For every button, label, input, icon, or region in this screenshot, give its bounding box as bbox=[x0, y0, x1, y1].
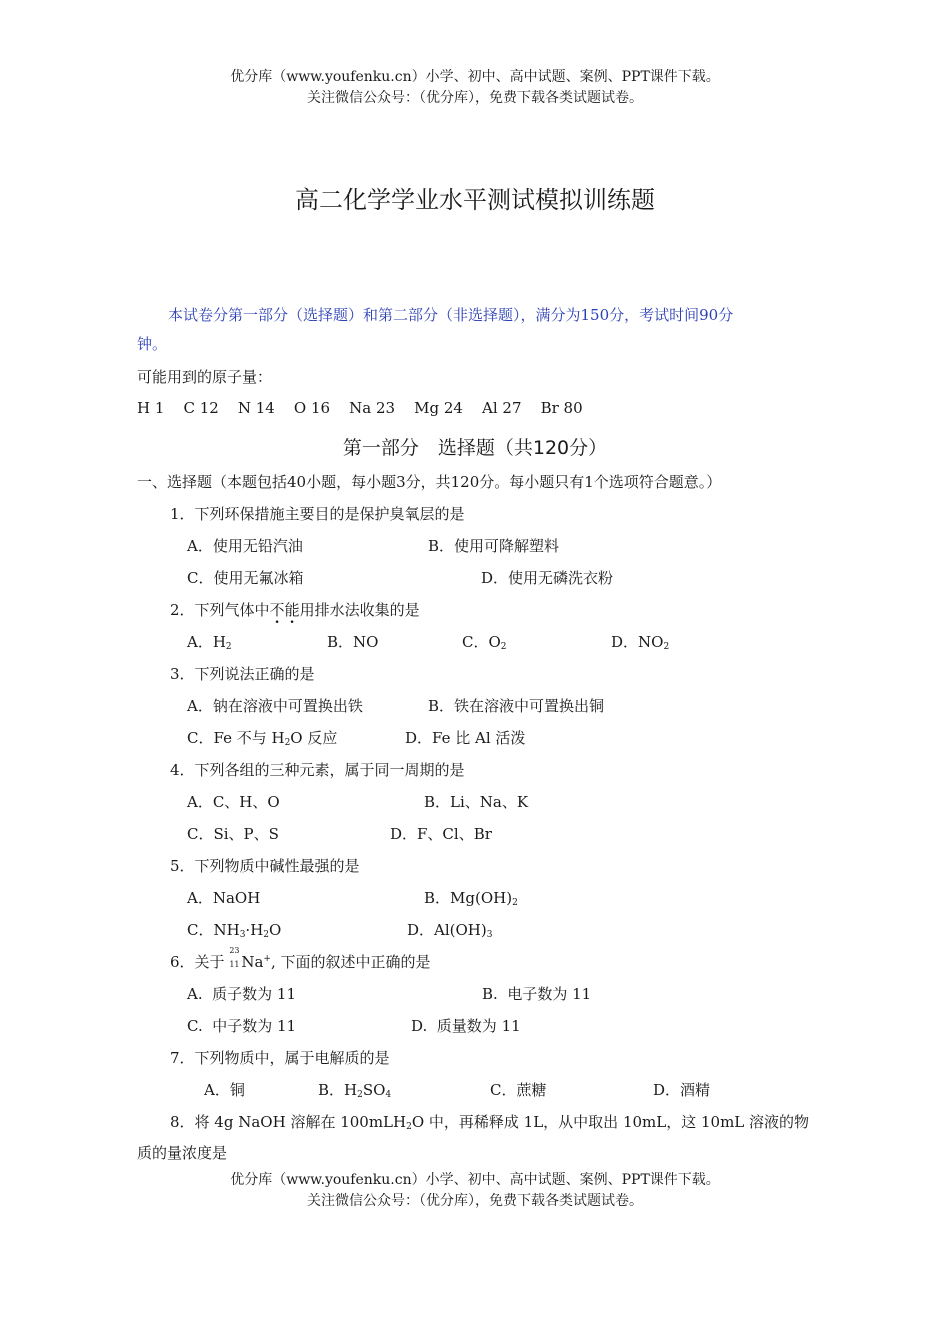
q4-option-a: A．C、H、O bbox=[187, 793, 280, 811]
q4-option-d: D．F、Cl、Br bbox=[390, 825, 492, 843]
q3-option-a: A．钠在溶液中可置换出铁 bbox=[187, 697, 363, 715]
intro-line-2: 钟。 bbox=[137, 335, 168, 353]
section1-intro: 一、选择题（本题包括40小题，每小题3分，共120分。每小题只有1个选项符合题意。） bbox=[137, 473, 722, 491]
nuclide-mass-number: 23 bbox=[229, 946, 240, 955]
q5-d-text: D．Al(OH) bbox=[407, 921, 487, 939]
q2-stem-post: 用排水法收集的是 bbox=[299, 601, 420, 619]
q3-option-d: D．Fe 比 Al 活泼 bbox=[405, 729, 526, 747]
q8-stem-line-1 bbox=[170, 1111, 809, 1132]
q2-a-text: A．H bbox=[187, 633, 226, 651]
q2-option-b: B．NO bbox=[327, 633, 379, 651]
q2-option-c bbox=[462, 631, 507, 652]
q3-c-text: C．Fe 不与 H bbox=[187, 729, 285, 747]
page-title: 高二化学学业水平测试模拟训练题 bbox=[295, 186, 655, 214]
q2-option-d bbox=[611, 631, 669, 652]
q5-c-text-post: O bbox=[269, 921, 282, 939]
q5-stem: 5．下列物质中碱性最强的是 bbox=[170, 857, 360, 875]
q1-option-d: D．使用无磷洗衣粉 bbox=[481, 569, 614, 587]
q5-d-sub: 3 bbox=[486, 930, 493, 940]
q3-stem: 3．下列说法正确的是 bbox=[170, 665, 315, 683]
q2-c-text: C．O bbox=[462, 633, 501, 651]
q2-d-sub: 2 bbox=[663, 642, 670, 652]
q6-option-a: A. 质子数为 11 bbox=[187, 985, 296, 1003]
q7-b-sub-2: 4 bbox=[385, 1090, 392, 1100]
q6-stem-pre: 6．关于 bbox=[170, 953, 230, 971]
atomic-mass-label: 可能用到的原子量： bbox=[137, 368, 273, 386]
header-line-2: 关注微信公众号：（优分库），免费下载各类试题试卷。 bbox=[307, 90, 643, 106]
page-header bbox=[0, 67, 950, 109]
footer-line-1: 优分库（www.youfenku.cn）小学、初中、高中试题、案例、PPT课件下载。 bbox=[230, 1172, 720, 1188]
footer-line-2: 关注微信公众号：（优分库），免费下载各类试题试卷。 bbox=[307, 1193, 643, 1209]
q4-option-c: C．Si、P、S bbox=[187, 825, 279, 843]
nuclide-charge: + bbox=[263, 954, 271, 964]
q7-option-c: C．蔗糖 bbox=[490, 1081, 547, 1099]
q5-option-b bbox=[424, 887, 518, 908]
header-line-1: 优分库（www.youfenku.cn）小学、初中、高中试题、案例、PPT课件下载。 bbox=[230, 69, 720, 85]
q5-b-text: B．Mg(OH) bbox=[424, 889, 513, 907]
q6-stem-post: , 下面的叙述中正确的是 bbox=[270, 953, 431, 971]
intro-line-1: 本试卷分第一部分（选择题）和第二部分（非选择题），满分为150分，考试时间90分 bbox=[168, 306, 734, 324]
q8-stem-line-2: 质的量浓度是 bbox=[137, 1144, 228, 1162]
q5-option-c bbox=[187, 919, 281, 940]
atomic-mass-list: H 1 C 12 N 14 O 16 Na 23 Mg 24 Al 27 Br 80 bbox=[137, 399, 583, 417]
q3-c-text-post: O 反应 bbox=[290, 729, 338, 747]
q7-b-text: B．H bbox=[318, 1081, 358, 1099]
q4-stem: 4．下列各组的三种元素，属于同一周期的是 bbox=[170, 761, 465, 779]
q2-stem-pre: 2．下列气体中 bbox=[170, 601, 270, 619]
q6-option-d: D. 质量数为 11 bbox=[411, 1017, 521, 1035]
q5-c-sub-2: 2 bbox=[263, 930, 270, 940]
q6-option-c: C. 中子数为 11 bbox=[187, 1017, 297, 1035]
q2-emphasis-1: 不 bbox=[269, 601, 285, 619]
q5-c-text: C．NH bbox=[187, 921, 240, 939]
nuclide-symbol: Na bbox=[241, 953, 264, 971]
q5-option-d bbox=[407, 919, 492, 940]
q2-c-sub: 2 bbox=[500, 642, 507, 652]
q3-option-b: B．铁在溶液中可置换出铜 bbox=[428, 697, 605, 715]
q7-stem: 7．下列物质中，属于电解质的是 bbox=[170, 1049, 390, 1067]
nuclide-atomic-number: 11 bbox=[229, 960, 240, 969]
q8-text-post: O 中，再稀释成 1L，从中取出 10mL，这 10mL 溶液的物 bbox=[411, 1113, 810, 1131]
q1-option-b: B．使用可降解塑料 bbox=[428, 537, 560, 555]
page-footer bbox=[0, 1170, 950, 1212]
q7-option-a: A．铜 bbox=[204, 1081, 245, 1099]
q7-b-sub: 2 bbox=[357, 1090, 363, 1100]
q6-stem bbox=[170, 946, 431, 972]
q2-emphasis-2: 能 bbox=[284, 601, 300, 619]
q3-option-c bbox=[187, 727, 337, 748]
q1-option-a: A．使用无铅汽油 bbox=[187, 537, 303, 555]
q2-a-sub: 2 bbox=[225, 642, 232, 652]
q8-text-pre: 8．将 4g NaOH 溶解在 100mLH bbox=[170, 1113, 407, 1131]
q8-sub: 2 bbox=[406, 1122, 412, 1132]
q1-stem: 1．下列环保措施主要目的是保护臭氧层的是 bbox=[170, 505, 465, 523]
q6-option-b: B. 电子数为 11 bbox=[482, 985, 592, 1003]
q2-stem bbox=[170, 599, 420, 620]
q5-c-sub: 3 bbox=[239, 930, 246, 940]
q7-b-text-post: SO bbox=[362, 1081, 386, 1099]
q7-option-b bbox=[318, 1079, 391, 1100]
q7-option-d: D．酒精 bbox=[653, 1081, 711, 1099]
q5-b-sub: 2 bbox=[512, 898, 518, 908]
q2-d-text: D．NO bbox=[611, 633, 664, 651]
q2-option-a bbox=[187, 631, 232, 652]
q4-option-b: B．Li、Na、K bbox=[424, 793, 529, 811]
q5-option-a: A．NaOH bbox=[187, 889, 261, 907]
nuclide-notation bbox=[229, 946, 241, 970]
q3-c-sub: 2 bbox=[284, 738, 291, 748]
part1-heading: 第一部分 选择题（共120分） bbox=[342, 437, 608, 459]
q5-c-text-mid: ·H bbox=[245, 921, 264, 939]
q1-option-c: C．使用无氟冰箱 bbox=[187, 569, 304, 587]
